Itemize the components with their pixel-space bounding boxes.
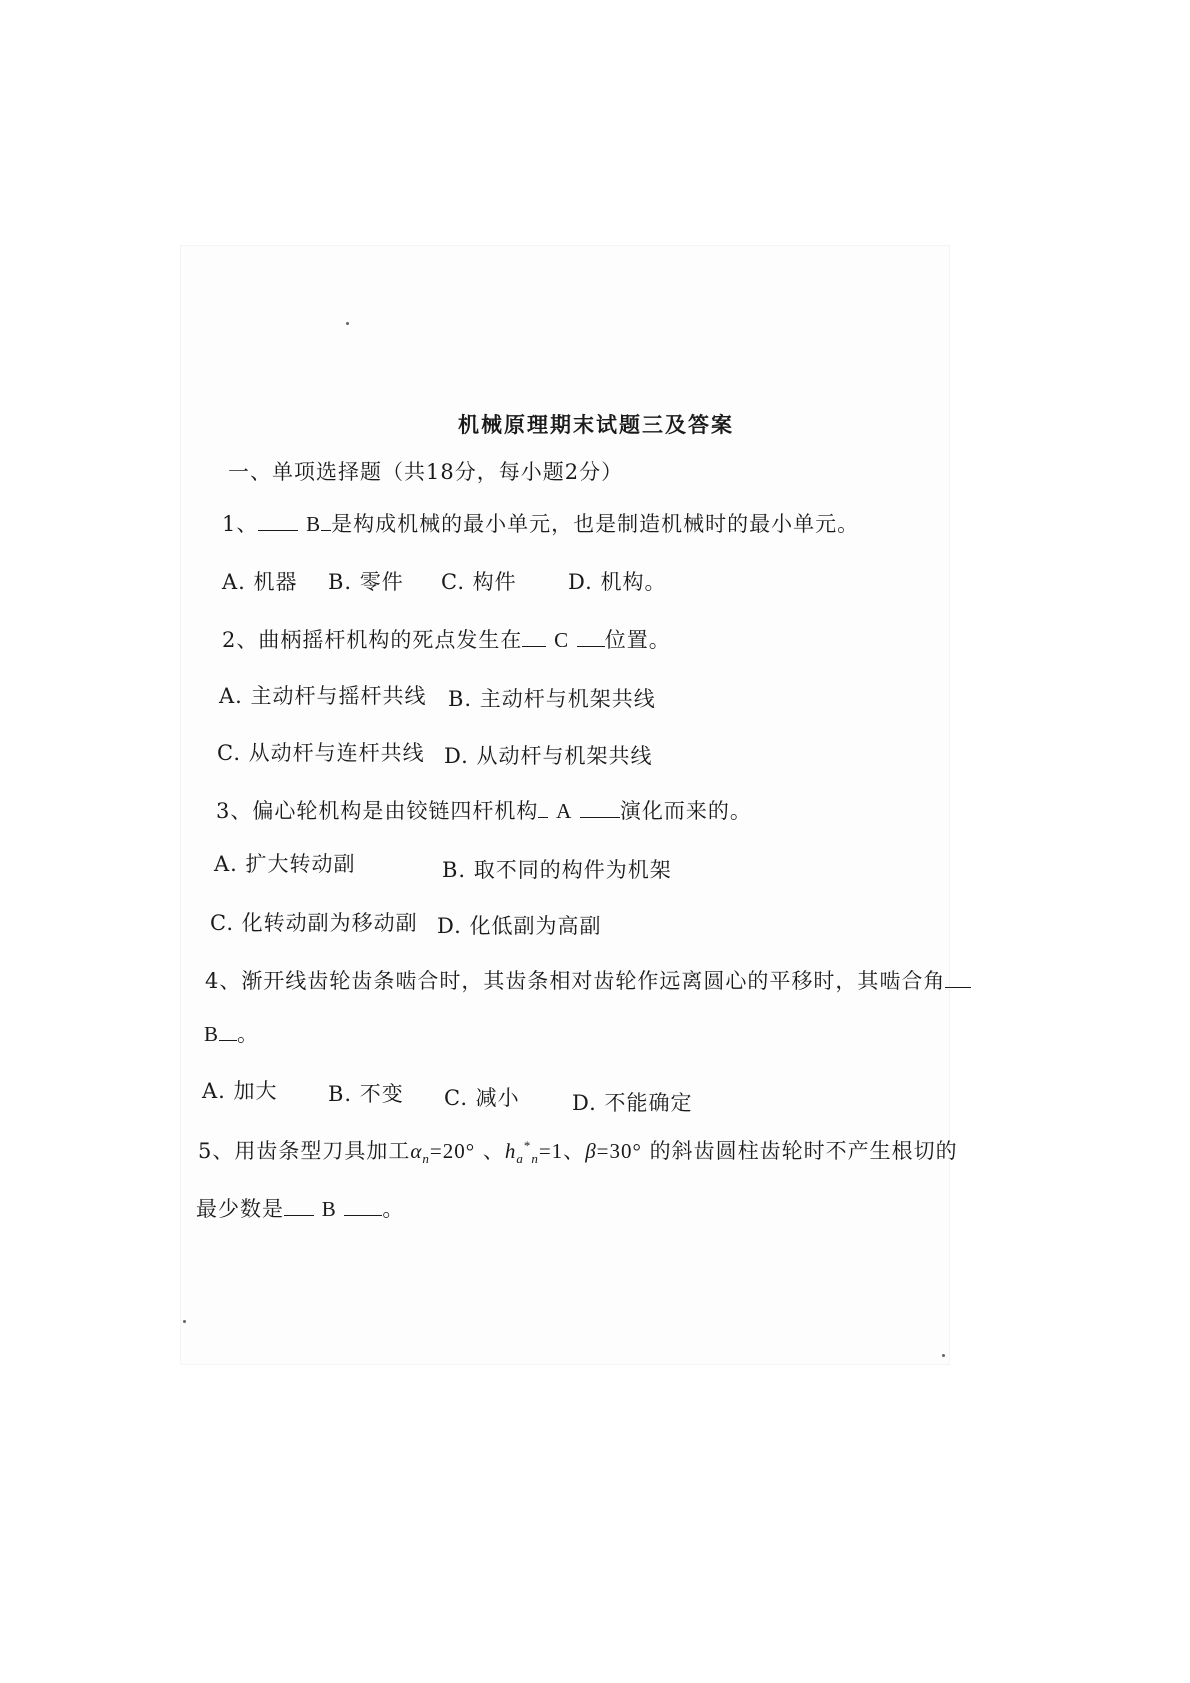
option: C. 构件 — [441, 570, 517, 594]
question-5 — [198, 1135, 958, 1165]
question-stem: 最少数是 — [196, 1197, 284, 1221]
value: =1、 — [538, 1139, 586, 1163]
option: D. 化低副为高副 — [437, 914, 602, 938]
separator: 、 — [482, 1139, 505, 1163]
answer-blank — [522, 628, 546, 647]
option: A. 机器 — [222, 570, 298, 594]
page-title: 机械原理期末试题三及答案 — [458, 412, 734, 437]
subscript: n — [531, 1151, 539, 1167]
question-stem: 的斜齿圆柱齿轮时不产生根切的 — [649, 1139, 958, 1163]
subscript: n — [422, 1151, 430, 1167]
answer: B — [306, 512, 322, 536]
question-4 — [205, 965, 971, 995]
answer-blank — [219, 1022, 237, 1041]
answer-blank — [321, 512, 331, 531]
option: A. 主动杆与摇杆共线 — [219, 684, 427, 708]
question-stem: 2、曲柄摇杆机构的死点发生在 — [222, 628, 523, 652]
question-stem: 3、偏心轮机构是由铰链四杆机构 — [216, 799, 539, 823]
answer-blank — [580, 799, 620, 818]
scan-speck — [183, 1320, 186, 1323]
option: B. 取不同的构件为机架 — [442, 858, 672, 882]
question-3 — [216, 795, 752, 825]
question-stem: 4、渐开线齿轮齿条啮合时，其齿条相对齿轮作远离圆心的平移时，其啮合角 — [205, 969, 946, 993]
subscript: a — [516, 1151, 524, 1167]
question-stem: 5、用齿条型刀具加工 — [198, 1139, 411, 1163]
h-symbol: h — [504, 1139, 517, 1163]
superscript: * — [523, 1138, 532, 1153]
option: D. 从动杆与机架共线 — [444, 744, 653, 768]
answer-blank — [538, 799, 548, 818]
question-1 — [222, 508, 859, 538]
answer-blank — [284, 1197, 314, 1216]
option: C. 减小 — [444, 1086, 520, 1110]
question-4-continued — [204, 1018, 259, 1048]
option: A. 扩大转动副 — [214, 852, 356, 876]
section-heading: 一、单项选择题（共18分，每小题2分） — [228, 460, 624, 484]
scan-speck — [346, 322, 349, 325]
answer-blank — [577, 628, 605, 647]
option: D. 机构。 — [568, 570, 667, 594]
beta-symbol: β — [585, 1139, 597, 1163]
alpha-symbol: α — [410, 1139, 423, 1163]
answer-blank — [945, 969, 971, 988]
answer-blank — [344, 1197, 382, 1216]
answer: C — [554, 628, 570, 652]
answer: A — [556, 799, 573, 823]
question-stem: 位置。 — [604, 628, 671, 652]
question-stem: 是构成机械的最小单元，也是制造机械时的最小单元。 — [331, 512, 860, 536]
option: B. 零件 — [328, 570, 404, 594]
punctuation: 。 — [237, 1022, 260, 1046]
option: C. 从动杆与连杆共线 — [217, 741, 425, 765]
option: C. 化转动副为移动副 — [210, 911, 418, 935]
option: B. 不变 — [328, 1082, 404, 1106]
question-5-continued — [196, 1193, 404, 1223]
option: B. 主动杆与机架共线 — [448, 687, 656, 711]
question-number: 1、 — [222, 512, 259, 536]
answer: B — [321, 1197, 337, 1221]
question-2 — [222, 624, 671, 654]
answer-blank — [258, 512, 298, 531]
value: =30° — [596, 1139, 642, 1163]
option: A. 加大 — [202, 1079, 278, 1103]
question-stem: 演化而来的。 — [619, 799, 752, 823]
scan-speck — [942, 1354, 945, 1357]
answer: B — [204, 1022, 220, 1046]
option: D. 不能确定 — [572, 1091, 693, 1115]
punctuation: 。 — [382, 1197, 405, 1221]
value: =20° — [429, 1139, 476, 1163]
